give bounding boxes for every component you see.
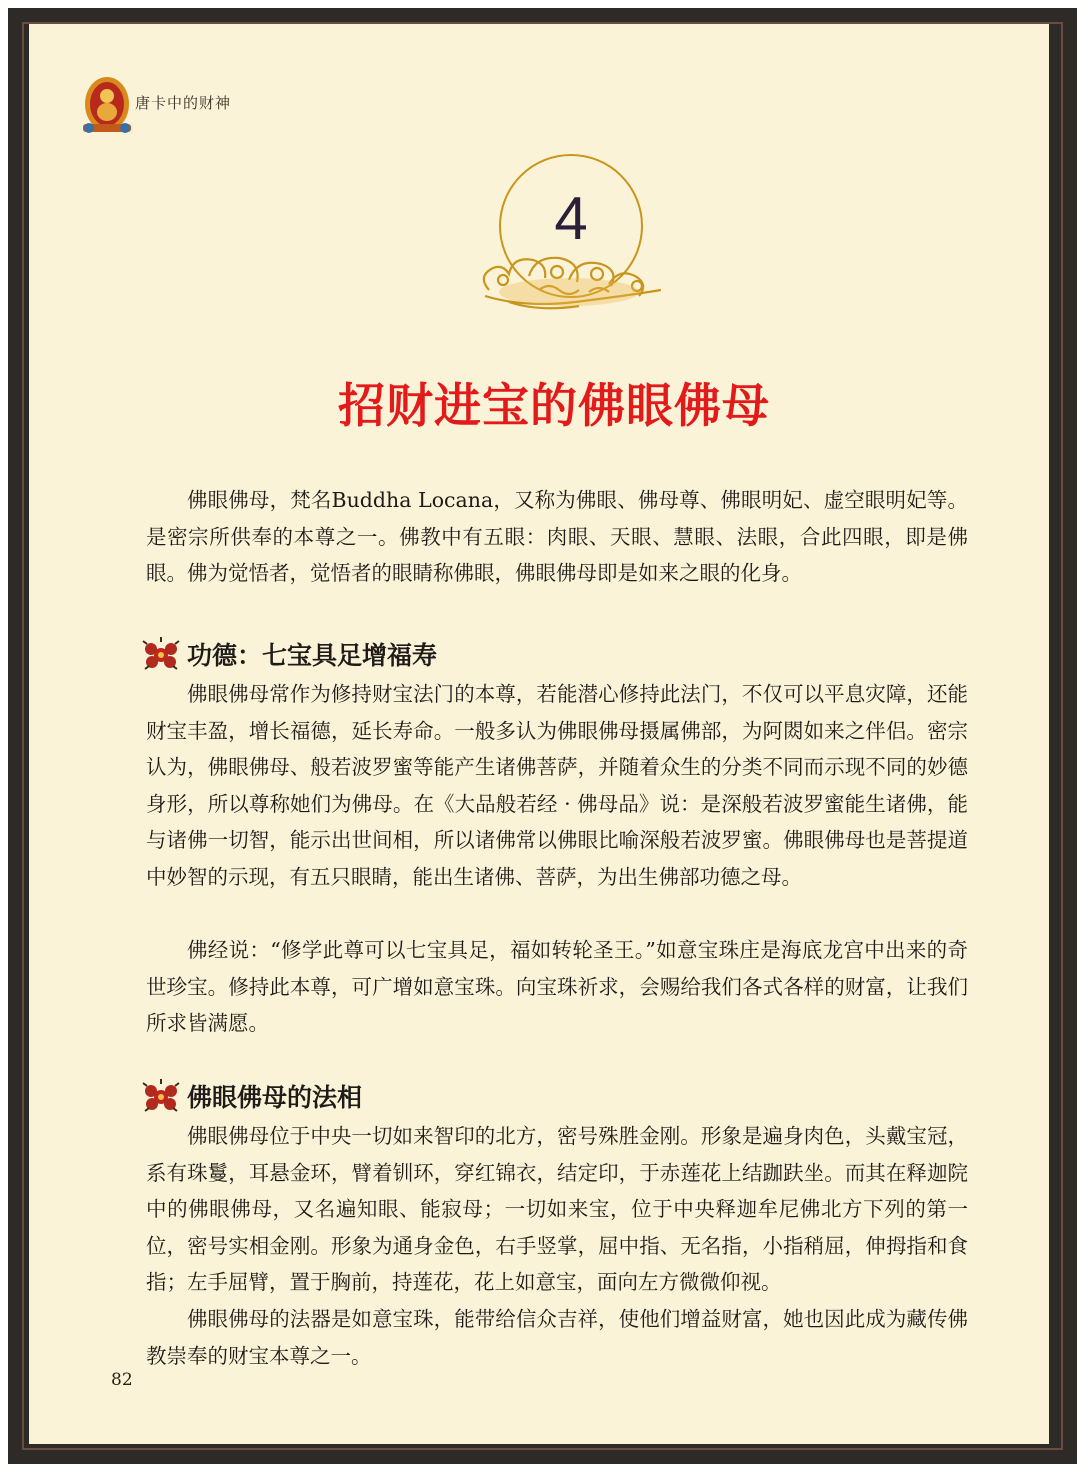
intro-paragraph: 佛眼佛母，梵名Buddha Locana，又称为佛眼、佛母尊、佛眼明妃、虚空眼明妃等。是密宗所供奉的本尊之一。佛教中有五眼：肉眼、天眼、慧眼、法眼，合此四眼，即是佛眼。佛为觉悟者，觉悟者的眼睛称佛眼，佛眼佛母即是如来之眼的化身。 <box>146 488 968 585</box>
merit-paragraph-2: 佛经说：“修学此尊可以七宝具足，福如转轮圣王。”如意宝珠庄是海底龙宫中出来的奇世珍宝。修持此本尊，可广增如意宝珠。向宝珠祈求，会赐给我们各式各样的财富，让我们所求皆满愿。 <box>146 938 968 1035</box>
section-heading-merit <box>139 634 437 674</box>
flower-ornament-icon <box>139 635 183 673</box>
flower-ornament-icon <box>139 1077 183 1115</box>
page-number: 82 <box>111 1370 133 1390</box>
merit-paragraph-1: 佛眼佛母常作为修持财宝法门的本尊，若能潜心修持此法门，不仅可以平息灾障，还能财宝丰盈，增长福德，延长寿命。一般多认为佛眼佛母摄属佛部，为阿閦如来之伴侣。密宗认为，佛眼佛母、般若波罗蜜等能产生诸佛菩萨，并随着众生的分类不同而示现不同的妙德身形，所以尊称她们为佛母。在《大品般若经 · 佛母品》说：是深般若波罗蜜能生诸佛，能与诸佛一切智，能示出世间相，所以诸佛常以佛眼比喻深般若波罗蜜。佛眼佛母也是菩提道中妙智的示现，有五只眼睛，能出生诸佛、菩萨，为出生佛部功德之母。 <box>146 682 968 889</box>
section-heading-text: 功德：七宝具足增福寿 <box>187 641 438 670</box>
chapter-title: 招财进宝的佛眼佛母 <box>338 379 770 434</box>
running-title: 唐卡中的财神 <box>135 94 232 112</box>
chapter-number: 4 <box>554 185 588 252</box>
auspicious-cloud-icon <box>469 240 679 320</box>
form-paragraph-2: 佛眼佛母的法器是如意宝珠，能带给信众吉祥，使他们增益财富，她也因此成为藏传佛教崇奉的财宝本尊之一。 <box>146 1307 968 1368</box>
section-heading-text: 佛眼佛母的法相 <box>187 1083 363 1112</box>
book-page <box>29 24 1049 1444</box>
thangka-deity-icon <box>79 74 135 136</box>
section-heading-form <box>139 1076 362 1116</box>
form-paragraph-1: 佛眼佛母位于中央一切如来智印的北方，密号殊胜金刚。形象是遍身肉色，头戴宝冠，系有珠鬘，耳悬金环，臂着钏环，穿红锦衣，结定印，于赤莲花上结跏趺坐。而其在释迦院中的佛眼佛母，又名遍知眼、能寂母；一切如来宝，位于中央释迦牟尼佛北方下列的第一位，密号实相金刚。形象为通身金色，右手竖掌，屈中指、无名指，小指稍屈，伸拇指和食指；左手屈臂，置于胸前，持莲花，花上如意宝，面向左方微微仰视。 <box>146 1124 968 1294</box>
